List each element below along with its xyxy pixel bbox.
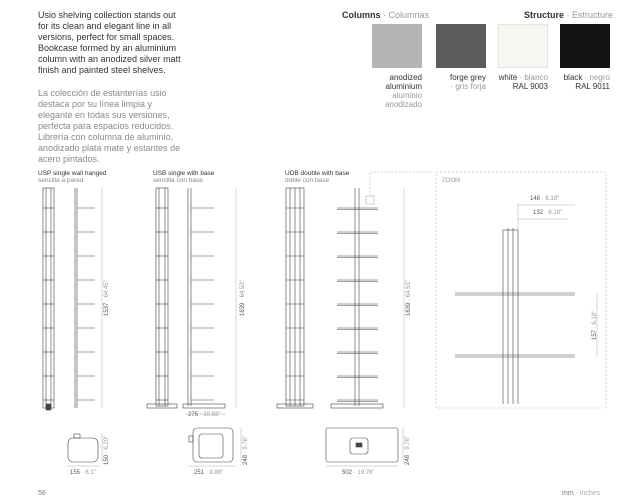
product-udb-sub: doble con base xyxy=(285,177,330,184)
swatch-label-forge-grey-line1: forge grey xyxy=(449,73,486,82)
usp-footprint-value: 150 xyxy=(104,454,110,465)
zoom-dim-a xyxy=(530,196,559,202)
swatch-label-white-ral: RAL 9003 xyxy=(512,82,548,91)
usb-depth-dim xyxy=(243,436,249,465)
structure-sub: Estructure xyxy=(572,10,614,20)
usb-top-width-dim xyxy=(188,412,221,418)
swatch-label-aluminium-line1: anodized xyxy=(389,73,422,82)
intro-spanish: La colección de estanterías usio destaca por su línea limpia y elegante en todas sus versiones, perfecta para espacios reducidos. Librería con columna de aluminio, anodizado plata mate y estantes de acero pintados. xyxy=(38,88,181,164)
zoom-dim-b-value: 132 xyxy=(533,210,544,216)
swatch-label-black-sub: · negro xyxy=(582,73,610,82)
usb-height-inch: · 64.53" xyxy=(240,280,246,301)
usb-top-width-inch: · 10.83" xyxy=(199,412,221,418)
usp-plan-view xyxy=(66,434,102,466)
udb-width-inch: · 19.76" xyxy=(353,470,375,476)
usb-depth-inch: · 9.76" xyxy=(243,435,249,454)
usp-width-dim xyxy=(70,470,96,476)
usb-width-value: 251 xyxy=(194,470,205,476)
usb-width-inch: · 9.88" xyxy=(205,470,224,476)
units-legend xyxy=(562,490,600,497)
units-inches: · inches xyxy=(575,490,601,497)
udb-depth-dim xyxy=(405,436,411,465)
swatch-label-aluminium-sub2: anodizado xyxy=(385,100,422,109)
zoom-dim-c xyxy=(592,311,598,340)
structure-title: Structure xyxy=(524,10,565,20)
usp-footprint-inch: · 6.20" xyxy=(104,435,110,454)
usb-top-width-value: 275 xyxy=(188,412,199,418)
zoom-label: ZOOM xyxy=(442,178,460,184)
swatch-label-forge-grey-sub: · gris forja xyxy=(450,82,486,91)
product-udb-title: UDB double with base xyxy=(285,170,350,177)
product-usp-sub: sencilla a pared xyxy=(38,177,84,184)
columns-title: Columns xyxy=(342,10,381,20)
udb-side-view xyxy=(331,188,383,408)
usp-height-value: 1537 xyxy=(104,302,110,316)
zoom-dim-a-value: 148 xyxy=(530,196,541,202)
usp-footprint-dim xyxy=(104,436,110,465)
usp-side-view xyxy=(75,188,95,408)
udb-width-dim xyxy=(342,470,375,476)
usp-height-dim xyxy=(104,280,110,316)
zoom-detail xyxy=(455,203,597,404)
page-number: 56 xyxy=(38,490,46,497)
udb-width-value: 502 xyxy=(342,470,353,476)
usb-width-dim xyxy=(194,470,223,476)
udb-plan-view xyxy=(326,428,403,466)
usb-side-view xyxy=(183,188,225,408)
zoom-dim-a-inch: · 6.18" xyxy=(541,196,560,202)
zoom-dim-c-value: 157 xyxy=(592,329,598,340)
udb-front-view xyxy=(277,188,313,408)
udb-height-value: 1639 xyxy=(406,302,412,316)
udb-depth-value: 248 xyxy=(405,454,411,465)
swatch-label-aluminium-line2: aluminium xyxy=(385,82,422,91)
usb-depth-value: 248 xyxy=(243,454,249,465)
usb-plan-view xyxy=(188,428,241,466)
usb-height-value: 1639 xyxy=(240,302,246,316)
zoom-dim-b-inch: · 6.18" xyxy=(544,210,563,216)
udb-depth-inch: · 9.76" xyxy=(405,435,411,454)
zoom-dim-c-inch: · 6.18" xyxy=(592,310,598,329)
columns-sep: · xyxy=(380,10,389,20)
product-usp-title: USP single wall hanged xyxy=(38,170,107,177)
swatch-label-black-line1: black xyxy=(563,73,583,82)
swatch-label-white-sub: · blanco xyxy=(517,73,548,82)
product-usb-sub: sencilla con base xyxy=(153,177,203,184)
udb-height-inch: · 64.53" xyxy=(406,280,412,301)
usb-height-dim xyxy=(240,280,246,316)
intro-english: Usio shelving collection stands out for its clean and elegant line in all versions, perfect for small spaces. Bookcase formed by an aluminium column with an anodized silver matt finish and painted steel shelves. xyxy=(38,10,181,75)
udb-height-dim xyxy=(406,280,412,316)
usb-front-view xyxy=(147,188,177,408)
usp-width-inch: · 6.1" xyxy=(81,470,96,476)
structure-sep: · xyxy=(564,10,573,20)
columns-sub: Columnas xyxy=(388,10,430,20)
swatch-label-black-ral: RAL 9011 xyxy=(575,82,610,91)
usp-front-view xyxy=(43,188,54,410)
units-mm: mm xyxy=(562,490,574,497)
usp-width-value: 155 xyxy=(70,470,81,476)
swatch-label-white-line1: white xyxy=(498,73,518,82)
zoom-dim-b xyxy=(533,210,562,216)
swatch-label-aluminium-sub1: aluminio xyxy=(392,91,422,100)
usp-height-inch: · 64.45" xyxy=(104,280,110,301)
product-usb-title: USB single with base xyxy=(153,170,215,177)
